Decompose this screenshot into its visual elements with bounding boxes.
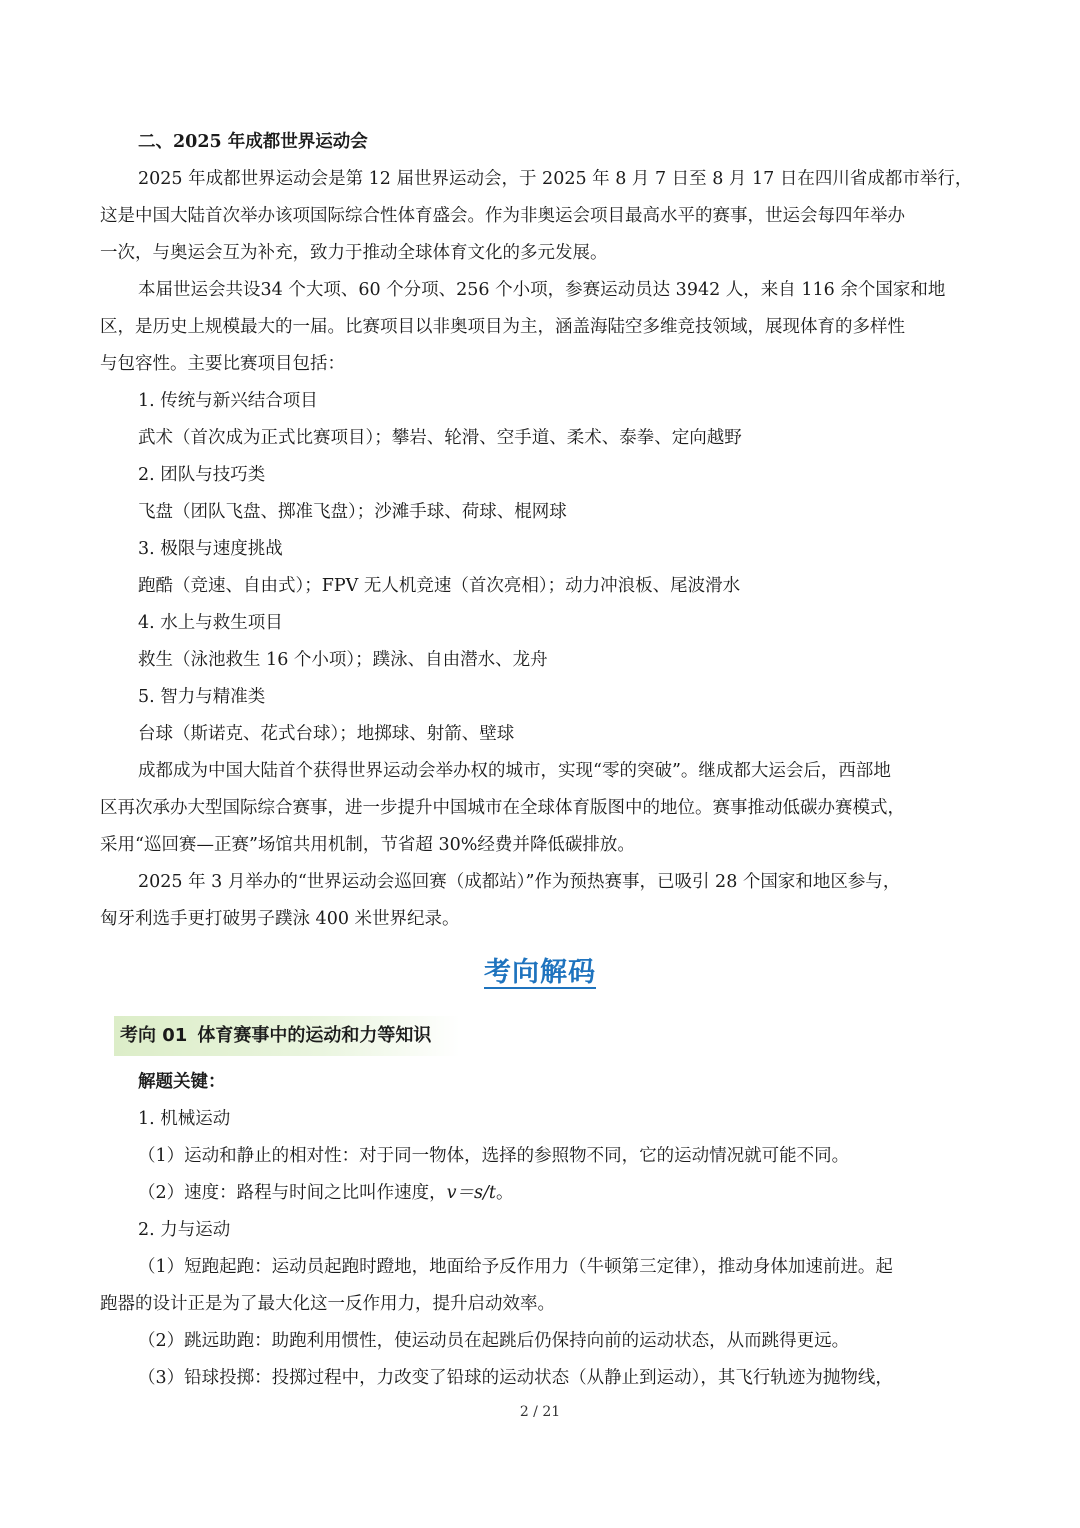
topic-tag: 考向 01: [120, 1025, 188, 1046]
category-items: 跑酷（竞速、自由式）；FPV 无人机竞速（首次亮相）；动力冲浪板、尾波滑水: [138, 576, 741, 596]
solution-block: [100, 1064, 980, 1397]
point-item: [100, 1175, 980, 1212]
topic-banner: [114, 1016, 460, 1056]
category-items: 救生（泳池救生 16 个小项）；蹼泳、自由潜水、龙舟: [138, 650, 548, 670]
point-text: （2）速度：路程与时间之比叫作速度，: [138, 1183, 447, 1203]
category-title: 3. 极限与速度挑战: [138, 539, 283, 559]
point-item: （1）运动和静止的相对性：对于同一物体，选择的参照物不同，它的运动情况就可能不同。: [138, 1146, 850, 1166]
paragraph-line: 成都成为中国大陆首个获得世界运动会举办权的城市，实现“零的突破”。继成都大运会后，西部地: [138, 761, 891, 781]
category-title: 2. 团队与技巧类: [138, 465, 266, 485]
point-item-continued: 跑器的设计正是为了最大化这一反作用力，提升启动效率。: [100, 1294, 555, 1314]
point-title: 1. 机械运动: [138, 1109, 231, 1129]
topic-title: 体育赛事中的运动和力等知识: [197, 1025, 432, 1046]
solution-label: 解题关键：: [138, 1072, 226, 1092]
paragraph-line: 2025 年 3 月举办的“世界运动会巡回赛（成都站）”作为预热赛事，已吸引 28 个国家和地区参与，: [138, 872, 901, 892]
paragraph-line: 匈牙利选手更打破男子蹼泳 400 米世界纪录。: [100, 909, 460, 929]
paragraph-line: 本届世运会共设34 个大项、60 个分项、256 个小项，参赛运动员达 3942 人，来自 116 余个国家和地: [138, 280, 946, 300]
point-item: （2）跳远助跑：助跑利用惯性，使运动员在起跳后仍保持向前的运动状态，从而跳得更远。: [138, 1331, 850, 1351]
point-item: （3）铅球投掷：投掷过程中，力改变了铅球的运动状态（从静止到运动），其飞行轨迹为抛物线，: [138, 1368, 893, 1388]
paragraph-line: 采用“巡回赛—正赛”场馆共用机制，节省超 30%经费并降低碳排放。: [100, 835, 635, 855]
point-title: 2. 力与运动: [138, 1220, 231, 1240]
paragraph-line: 与包容性。主要比赛项目包括：: [100, 354, 345, 374]
category-title: 1. 传统与新兴结合项目: [138, 391, 318, 411]
category-title: 4. 水上与救生项目: [138, 613, 283, 633]
point-text-end: 。: [495, 1183, 514, 1203]
paragraph-line: 2025 年成都世界运动会是第 12 届世界运动会，于 2025 年 8 月 7 日至 8 月 17 日在四川省成都市举行，: [138, 169, 973, 189]
paragraph-line: 区，是历史上规模最大的一届。比赛项目以非奥项目为主，涵盖海陆空多维竞技领域，展现体育的多样性: [100, 317, 905, 337]
paragraph-line: 一次，与奥运会互为补充，致力于推动全球体育文化的多元发展。: [100, 243, 608, 263]
category-items: 武术（首次成为正式比赛项目）；攀岩、轮滑、空手道、柔术、泰拳、定向越野: [138, 428, 742, 448]
section-heading: 二、2025 年成都世界运动会: [138, 132, 368, 152]
paragraph-line: 这是中国大陆首次举办该项国际综合性体育盛会。作为非奥运会项目最高水平的赛事，世运会每四年举办: [100, 206, 905, 226]
paragraph-line: 区再次承办大型国际综合赛事，进一步提升中国城市在全球体育版图中的地位。赛事推动低碳办赛模式，: [100, 798, 905, 818]
category-title: 5. 智力与精准类: [138, 687, 266, 707]
page-content: [100, 124, 980, 1397]
section-title-text: 考向解码: [484, 957, 596, 988]
section-title: [100, 944, 980, 1002]
page-number: 2 / 21: [519, 1404, 561, 1420]
speed-formula: v＝s/t: [446, 1183, 496, 1203]
category-items: 台球（斯诺克、花式台球）；地掷球、射箭、壁球: [138, 724, 515, 744]
category-items: 飞盘（团队飞盘、掷准飞盘）；沙滩手球、荷球、棍网球: [138, 502, 567, 522]
point-item: （1）短跑起跑：运动员起跑时蹬地，地面给予反作用力（牛顿第三定律），推动身体加速前进。起: [138, 1257, 893, 1277]
